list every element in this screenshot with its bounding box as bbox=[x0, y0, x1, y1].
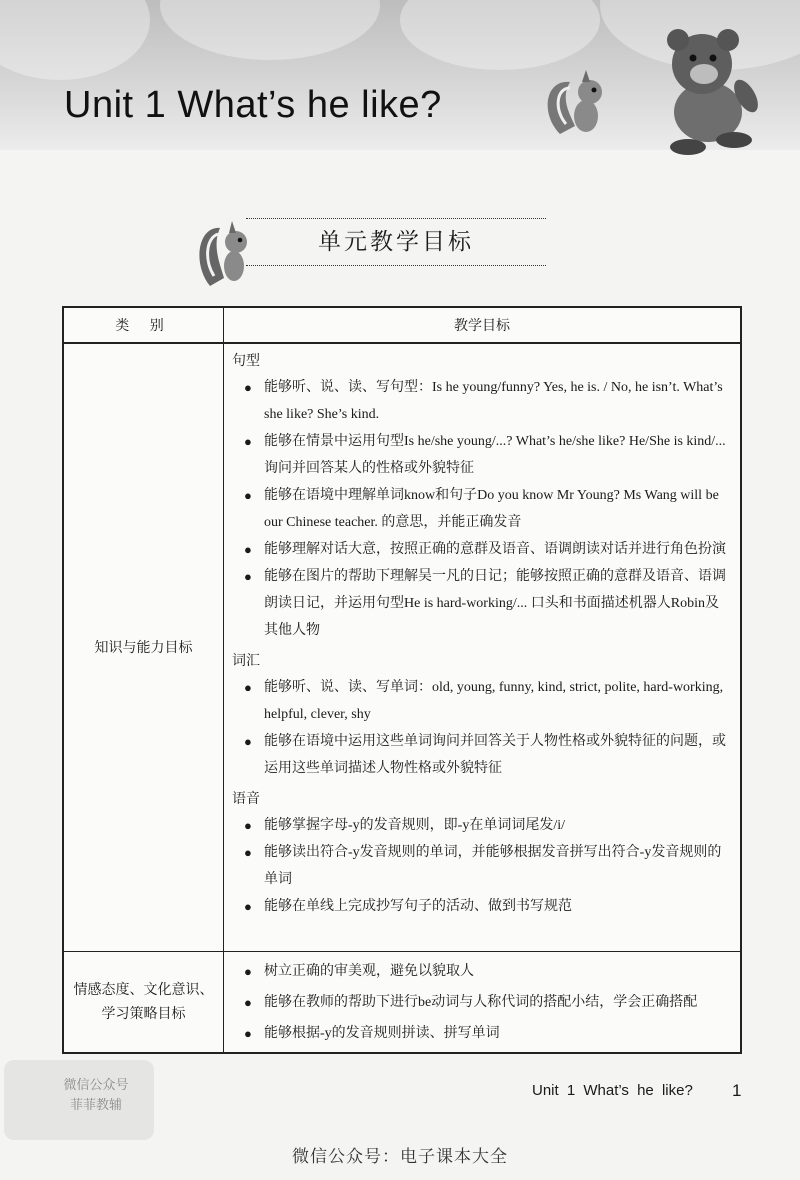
subheading-sentence-patterns: 句型 bbox=[232, 353, 260, 369]
list-item: ● 能够听、说、读、写单词：old, young, funny, kind, strict, polite, hard-working, helpful, clever, shy bbox=[232, 674, 728, 728]
table-row-knowledge-ability bbox=[64, 344, 740, 952]
squirrel-mascot-illustration bbox=[540, 64, 620, 144]
watermark-text: 菲菲教辅 bbox=[69, 1098, 122, 1113]
bottom-watermark-text: 微信公众号：电子课本大全 bbox=[292, 1147, 508, 1167]
bear-mascot-illustration bbox=[630, 12, 780, 162]
objectives-cell bbox=[224, 344, 740, 951]
list-item: ● 能够在单线上完成抄写句子的活动、做到书写规范 bbox=[232, 893, 728, 920]
table-header-row bbox=[64, 308, 740, 344]
list-item: ● 能够读出符合-y发音规则的单词，并能够根据发音拼写出符合-y发音规则的单词 bbox=[232, 839, 728, 893]
subheading-vocabulary: 词汇 bbox=[232, 653, 260, 669]
list-item: ● 能够根据-y的发音规则拼读、拼写单词 bbox=[232, 1018, 728, 1049]
list-item: ● 树立正确的审美观，避免以貌取人 bbox=[232, 956, 728, 987]
watermark-text: 微信公众号 bbox=[63, 1078, 129, 1093]
decorative-leaf bbox=[400, 0, 600, 70]
table-row-affective-strategy bbox=[64, 952, 740, 1052]
affective-goal-list bbox=[232, 956, 728, 1049]
vocabulary-list bbox=[232, 674, 728, 782]
column-header-objectives: 教学目标 bbox=[454, 318, 510, 334]
page-title: Unit 1 What’s he like? bbox=[64, 84, 442, 126]
list-item: ● 能够理解对话大意，按照正确的意群及语音、语调朗读对话并进行角色扮演 bbox=[232, 536, 728, 563]
sentence-pattern-list bbox=[232, 374, 728, 644]
teaching-goals-table bbox=[62, 306, 742, 1054]
category-cell bbox=[64, 952, 224, 1052]
section-heading: 单元教学目标 bbox=[246, 218, 546, 266]
category-cell: 知识与能力目标 bbox=[64, 344, 224, 951]
decorative-leaf bbox=[0, 0, 150, 80]
list-item: ● 能够听、说、读、写句型：Is he young/funny? Yes, he is. / No, he isn’t. What’s she like? She’s kind. bbox=[232, 374, 728, 428]
page-number: 1 bbox=[732, 1081, 742, 1100]
category-line: 情感态度、文化意识、 bbox=[73, 982, 214, 998]
objectives-cell bbox=[224, 952, 740, 1052]
category-line: 学习策略目标 bbox=[101, 1006, 186, 1022]
list-item: ● 能够掌握字母-y的发音规则，即-y在单词词尾发/i/ bbox=[232, 812, 728, 839]
column-header-category: 类 别 bbox=[64, 308, 224, 342]
list-item: ● 能够在语境中理解单词know和句子Do you know Mr Young? Ms Wang will be our Chinese teacher. 的意思，并能正确发音 bbox=[232, 482, 728, 536]
phonics-list bbox=[232, 812, 728, 920]
list-item: ● 能够在图片的帮助下理解吴一凡的日记；能够按照正确的意群及语音、语调朗读日记，并运用句型He is hard-working/... 口头和书面描述机器人Robin及其他人物 bbox=[232, 563, 728, 644]
running-footer-title: Unit 1 What’s he like? bbox=[532, 1082, 693, 1099]
list-item: ● 能够在教师的帮助下进行be动词与人称代词的搭配小结，学会正确搭配 bbox=[232, 987, 728, 1018]
decorative-leaf bbox=[160, 0, 380, 60]
list-item: ● 能够在情景中运用句型Is he/she young/...? What’s he/she like? He/She is kind/... 询问并回答某人的性格或外貌特征 bbox=[232, 428, 728, 482]
list-item: ● 能够在语境中运用这些单词询问并回答关于人物性格或外貌特征的问题，或运用这些单词描述人物性格或外貌特征 bbox=[232, 728, 728, 782]
subheading-phonics: 语音 bbox=[232, 791, 260, 807]
